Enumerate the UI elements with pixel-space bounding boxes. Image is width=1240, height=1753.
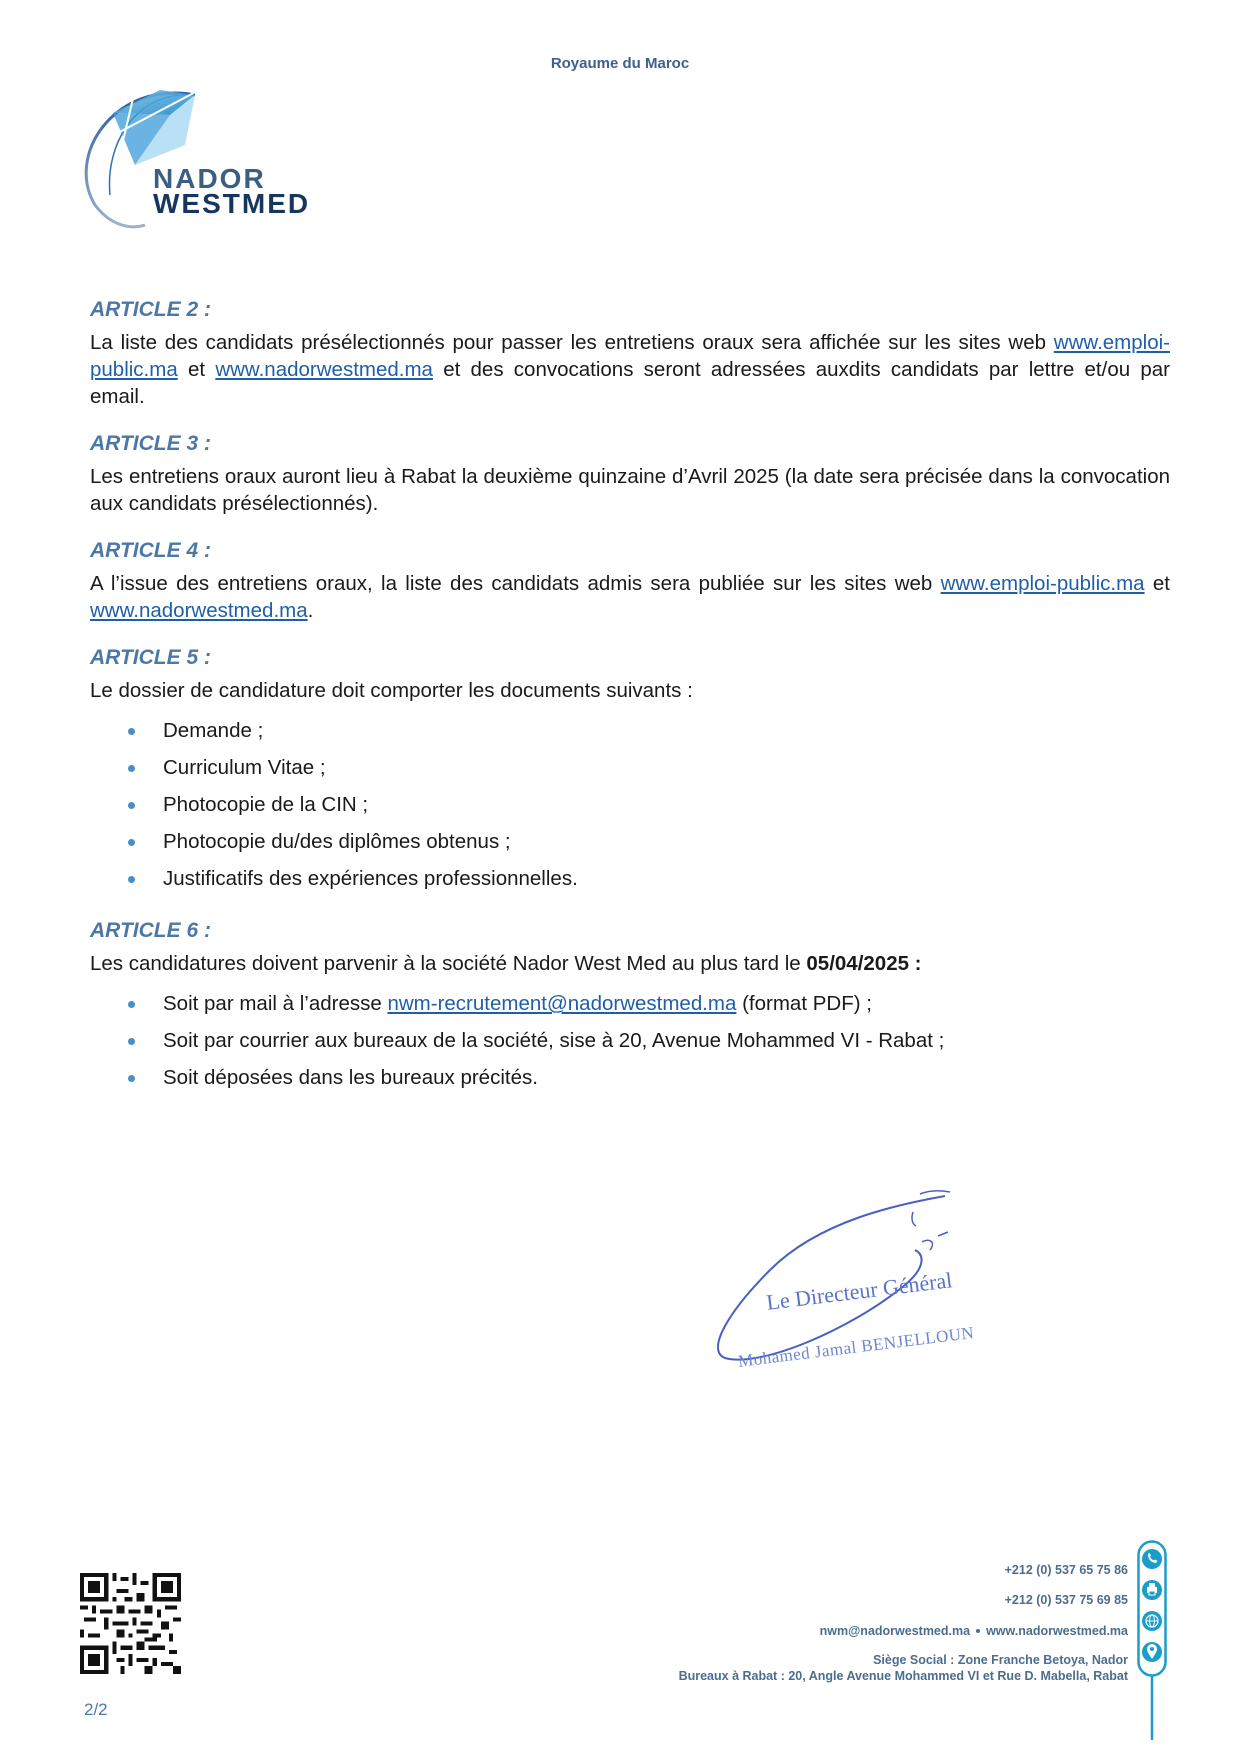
list-item: Soit déposées dans les bureaux précités. bbox=[90, 1059, 1170, 1096]
submission-methods-list bbox=[90, 985, 1170, 1096]
bullet-icon bbox=[128, 1001, 135, 1008]
link-nadorwestmed[interactable]: www.nadorwestmed.ma bbox=[90, 599, 308, 622]
globe-icon bbox=[1142, 1611, 1162, 1631]
contact-icon-bar bbox=[1137, 1540, 1167, 1740]
link-emploi-public[interactable]: www.emploi-public.ma bbox=[940, 572, 1145, 595]
page-number: 2/2 bbox=[84, 1700, 108, 1719]
head-office-address: Siège Social : Zone Franche Betoya, Nador bbox=[873, 1653, 1128, 1667]
contact-email[interactable]: nwm@nadorwestmed.ma bbox=[819, 1624, 971, 1638]
article-4-text: A l’issue des entretiens oraux, la liste des candidats admis sera publiée sur les sites web www.emploi-public.ma et www.nadorwestmed.ma. bbox=[90, 572, 1170, 622]
list-item: Photocopie de la CIN ; bbox=[90, 786, 1170, 823]
email-website bbox=[679, 1623, 1128, 1652]
list-item: Soit par courrier aux bureaux de la société, sise à 20, Avenue Mohammed VI - Rabat ; bbox=[90, 1022, 1170, 1059]
article-3-text: Les entretiens oraux auront lieu à Rabat la deuxième quinzaine d’Avril 2025 (la date sera précisée dans la convocation aux candidats présélectionnés). bbox=[90, 465, 1170, 515]
rabat-office-address: Bureaux à Rabat : 20, Angle Avenue Mohammed VI et Rue D. Mabella, Rabat bbox=[678, 1669, 1128, 1683]
contact-block bbox=[679, 1562, 1128, 1684]
list-item: Demande ; bbox=[90, 712, 1170, 749]
list-item: Photocopie du/des diplômes obtenus ; bbox=[90, 823, 1170, 860]
bullet-icon bbox=[128, 728, 135, 735]
article-2-title: ARTICLE 2 : bbox=[90, 298, 211, 321]
kingdom-heading: Royaume du Maroc bbox=[550, 55, 690, 72]
phone-icon bbox=[1142, 1549, 1162, 1569]
article-6-title: ARTICLE 6 : bbox=[90, 919, 211, 942]
contact-website[interactable]: www.nadorwestmed.ma bbox=[986, 1624, 1128, 1638]
link-nadorwestmed[interactable]: www.nadorwestmed.ma bbox=[215, 358, 433, 381]
list-item: Justificatifs des expériences professionnelles. bbox=[90, 860, 1170, 897]
list-item: Soit par mail à l’adresse nwm-recrutement@nadorwestmed.ma (format PDF) ; bbox=[90, 985, 1170, 1022]
separator-dot bbox=[976, 1629, 980, 1633]
article-5-title: ARTICLE 5 : bbox=[90, 646, 211, 669]
recruitment-email-link[interactable]: nwm-recrutement@nadorwestmed.ma bbox=[387, 992, 737, 1015]
article-4-title: ARTICLE 4 : bbox=[90, 539, 211, 562]
article-5-intro: Le dossier de candidature doit comporter les documents suivants : bbox=[90, 679, 693, 702]
logo-text-nador: NADOR bbox=[153, 163, 266, 194]
document-body bbox=[90, 296, 1170, 1116]
location-icon bbox=[1142, 1642, 1162, 1662]
signatory-name: Mohamed Jamal BENJELLOUN bbox=[737, 1323, 976, 1371]
link-emploi-public[interactable]: www.emploi-public.ma bbox=[90, 331, 1170, 381]
company-logo bbox=[75, 85, 395, 250]
bullet-icon bbox=[128, 765, 135, 772]
bullet-icon bbox=[128, 802, 135, 809]
article-3-title: ARTICLE 3 : bbox=[90, 432, 211, 455]
qr-code[interactable] bbox=[80, 1573, 181, 1674]
fax-icon bbox=[1142, 1580, 1162, 1600]
bullet-icon bbox=[128, 1038, 135, 1045]
bullet-icon bbox=[128, 1075, 135, 1082]
documents-list bbox=[90, 712, 1170, 897]
bullet-icon bbox=[128, 839, 135, 846]
logo-text-westmed: WESTMED bbox=[153, 188, 311, 219]
article-2-text: La liste des candidats présélectionnés pour passer les entretiens oraux sera affichée sur les sites web www.emploi-public.ma et www.nadorwestmed.ma et des convocations seront adressées auxdits candidats par lettre et/ou par email. bbox=[90, 331, 1170, 408]
signatory-title: Le Directeur Général bbox=[765, 1267, 954, 1315]
article-6-intro: Les candidatures doivent parvenir à la société Nador West Med au plus tard le 05/04/2025 : bbox=[90, 952, 922, 975]
phone-number[interactable]: +212 (0) 537 65 75 86 bbox=[1004, 1563, 1128, 1577]
bullet-icon bbox=[128, 876, 135, 883]
list-item: Curriculum Vitae ; bbox=[90, 749, 1170, 786]
fax-number: +212 (0) 537 75 69 85 bbox=[1004, 1593, 1128, 1607]
deadline-date: 05/04/2025 : bbox=[806, 952, 922, 975]
